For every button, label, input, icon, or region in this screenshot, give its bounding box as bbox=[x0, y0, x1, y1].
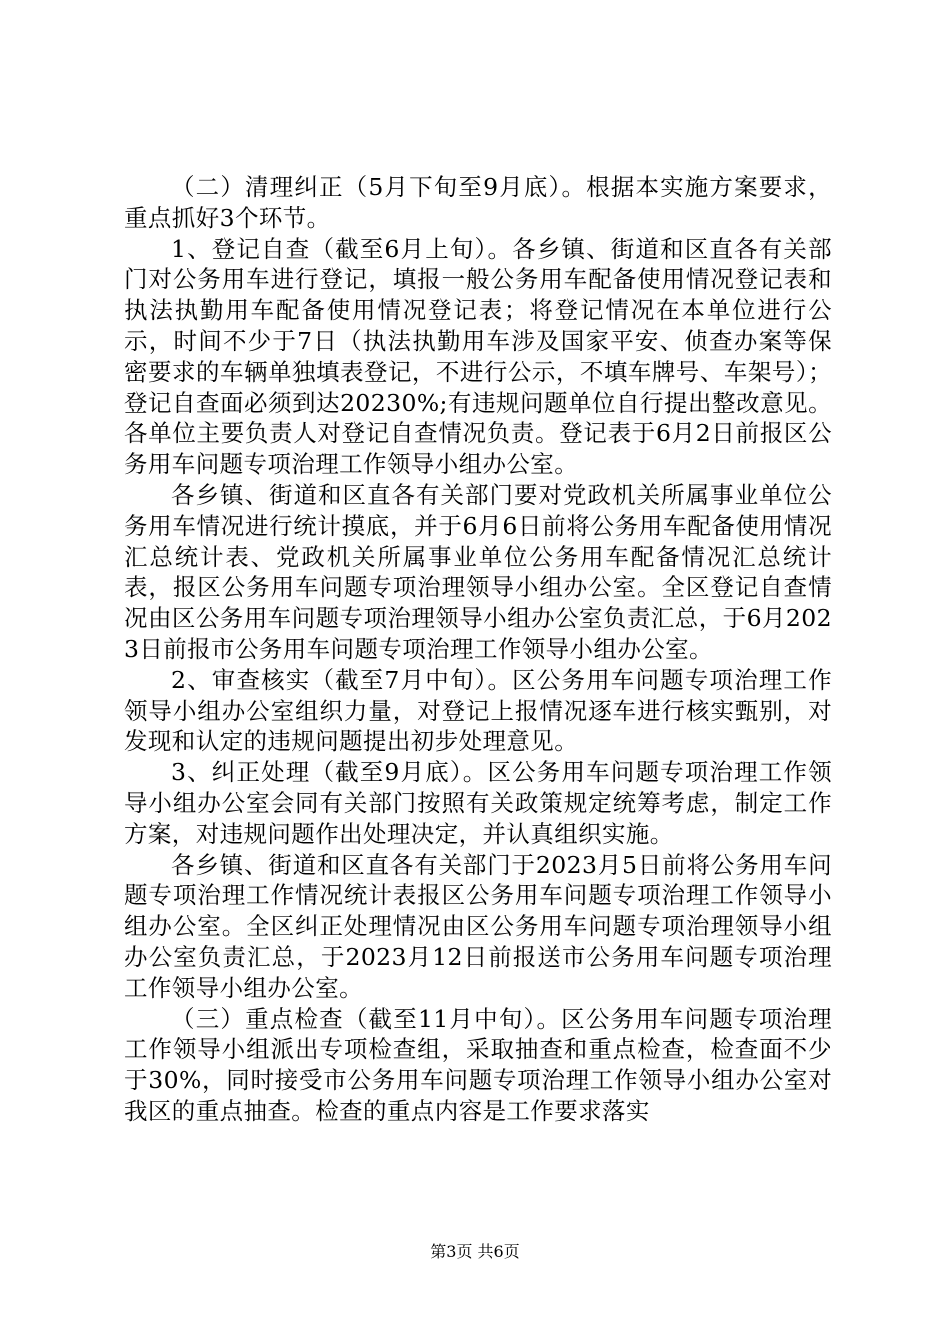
paragraph-registration-self-check: 1、登记自查（截至6月上旬）。各乡镇、街道和区直各有关部门对公务用车进行登记，填报一般公务用车配备使用情况登记表和执法执勤用车配备使用情况登记表；将登记情况在本单位进行公示，时间不少于7日（执法执勤用车涉及国家平安、侦查办案等保密要求的车辆单独填表登记，不进行公示，不填车牌号、车架号）；登记自查面必须到达20230%;有违规问题单位自行提出整改意见。各单位主要负责人对登记自查情况负责。登记表于6月2日前报区公务用车问题专项治理工作领导小组办公室。 bbox=[124, 234, 832, 479]
paragraph-review-verification: 2、审查核实（截至7月中旬）。区公务用车问题专项治理工作领导小组办公室组织力量，对登记上报情况逐车进行核实甄别，对发现和认定的违规问题提出初步处理意见。 bbox=[124, 665, 832, 756]
document-body bbox=[124, 172, 832, 1127]
paragraph-correction-handling: 3、纠正处理（截至9月底）。区公务用车问题专项治理工作领导小组办公室会同有关部门按照有关政策规定统筹考虑，制定工作方案，对违规问题作出处理决定，并认真组织实施。 bbox=[124, 758, 832, 848]
page-number-footer: 第3页 共6页 bbox=[430, 1242, 520, 1261]
paragraph-statistics-report: 各乡镇、街道和区直各有关部门于2023月5日前将公务用车问题专项治理工作情况统计表报区公务用车问题专项治理工作领导小组办公室。全区纠正处理情况由区公务用车问题专项治理领导小组办公室负责汇总，于2023月12日前报送市公务用车问题专项治理工作领导小组办公室。 bbox=[124, 850, 832, 1002]
paragraph-cleanup-correction: （二）清理纠正（5月下旬至9月底）。根据本实施方案要求，重点抓好3个环节。 bbox=[124, 173, 832, 232]
paragraph-statistics-survey: 各乡镇、街道和区直各有关部门要对党政机关所属事业单位公务用车情况进行统计摸底，并于6月6日前将公务用车配备使用情况汇总统计表、党政机关所属事业单位公务用车配备情况汇总统计表，报区公务用车问题专项治理领导小组办公室。全区登记自查情况由区公务用车问题专项治理领导小组办公室负责汇总，于6月2023日前报市公务用车问题专项治理工作领导小组办公室。 bbox=[124, 480, 832, 663]
paragraph-key-inspection: （三）重点检查（截至11月中旬）。区公务用车问题专项治理工作领导小组派出专项检查组，采取抽查和重点检查，检查面不少于30%，同时接受市公务用车问题专项治理工作领导小组办公室对我区的重点抽查。检查的重点内容是工作要求落实 bbox=[124, 1004, 832, 1125]
